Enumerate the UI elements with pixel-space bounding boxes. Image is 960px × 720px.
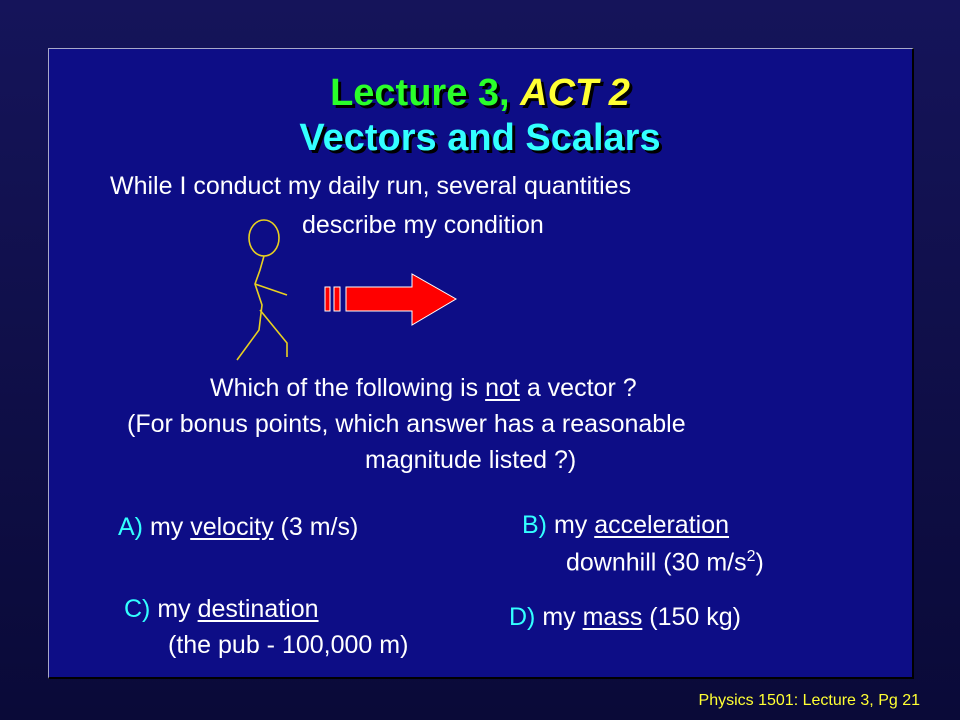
answer-b-line-2: downhill (30 $m/s^2$) bbox=[566, 548, 764, 577]
question-line-2: (For bonus points, which answer has a reasonable bbox=[127, 410, 686, 438]
intro-line-1: While I conduct my daily run, several quantities bbox=[110, 172, 632, 200]
slide-subtitle: Vectors and Scalars bbox=[299, 117, 661, 159]
answer-b[interactable]: B) my acceleration bbox=[522, 511, 730, 539]
answer-a[interactable]: A) my velocity (3 m/s) bbox=[118, 513, 359, 541]
answer-d-label: D) bbox=[509, 603, 536, 631]
answer-c[interactable]: C) my destination bbox=[124, 595, 319, 623]
slide-title-act: ACT 2 bbox=[520, 72, 630, 114]
slide-footer: Physics 1501: Lecture 3, Pg 21 bbox=[698, 692, 920, 709]
question-line-3: magnitude listed ?) bbox=[365, 446, 577, 474]
answer-b-label: B) bbox=[522, 511, 547, 539]
slide-title: Lecture 3, ACT 2 bbox=[330, 72, 630, 114]
answer-c-label: C) bbox=[124, 595, 151, 623]
answer-a-label: A) bbox=[118, 513, 143, 541]
intro-line-2: describe my condition bbox=[302, 211, 544, 239]
motion-arrow-icon bbox=[325, 274, 456, 325]
question-line-1: Which of the following is not a vector ? bbox=[210, 374, 637, 402]
answer-c-line-2: (the pub - 100,000 m) bbox=[168, 631, 409, 659]
stick-figure-runner-icon bbox=[237, 220, 287, 360]
answer-d[interactable]: D) my mass (150 kg) bbox=[509, 603, 742, 631]
